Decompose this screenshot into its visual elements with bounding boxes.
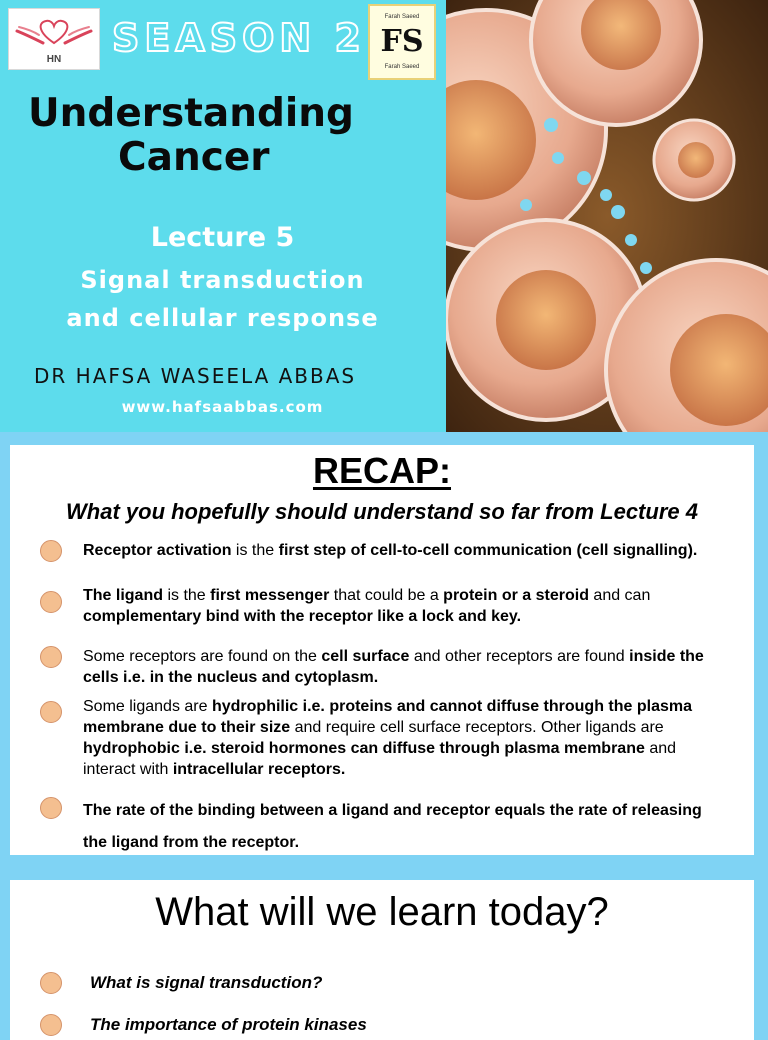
learn-item: What is signal transduction? xyxy=(90,973,323,992)
fs-logo-bottom: Farah Saeed xyxy=(384,64,420,70)
recap-item-segment: and require cell surface receptors. Other ligands are xyxy=(290,719,664,736)
website-link[interactable]: www.hafsaabbas.com xyxy=(121,398,324,416)
recap-title-text: RECAP: xyxy=(312,450,451,491)
recap-item-segment: hydrophobic i.e. steroid hormones can diffuse through plasma membrane xyxy=(83,740,645,757)
recap-item xyxy=(83,540,723,561)
recap-item-segment: is the xyxy=(231,542,279,559)
recap-item-segment: protein or a steroid xyxy=(443,587,589,604)
recap-item-segment: and other receptors are found xyxy=(409,648,630,665)
recap-item-segment: intracellular receptors. xyxy=(172,761,346,778)
learn-slide xyxy=(10,880,754,1040)
recap-item xyxy=(83,646,723,688)
lecture-number: Lecture 5 xyxy=(150,222,295,253)
recap-item-segment: Some receptors are found on the xyxy=(83,648,322,665)
bullet-icon xyxy=(40,540,62,562)
recap-item-segment: that could be a xyxy=(329,587,444,604)
recap-item-segment: and interact with xyxy=(83,740,677,778)
fs-logo-top: Farah Saeed xyxy=(384,14,420,20)
hn-logo-text: HN xyxy=(46,54,62,65)
recap-item-segment: The rate of the binding between a ligand and receptor equals the rate of releasing the ligand from the receptor. xyxy=(83,802,702,851)
bullet-icon xyxy=(40,972,62,994)
title-slide xyxy=(0,0,768,432)
learn-item: The importance of protein kinases xyxy=(90,1015,367,1034)
bullet-icon xyxy=(40,591,62,613)
recap-item-segment: inside the cells i.e. in the nucleus and cytoplasm. xyxy=(83,648,704,686)
recap-slide xyxy=(10,445,754,855)
learn-title: What will we learn today? xyxy=(155,890,609,934)
course-title-line1: Understanding xyxy=(28,91,354,136)
recap-item-segment: first messenger xyxy=(210,587,330,604)
bullet-icon xyxy=(40,1014,62,1036)
recap-subtitle: What you hopefully should understand so far from Lecture 4 xyxy=(66,499,698,524)
recap-item-segment: is the xyxy=(163,587,211,604)
season-label: SEASON 2 xyxy=(112,16,366,60)
recap-item xyxy=(83,585,723,627)
lecture-subtitle-line1: Signal transduction xyxy=(80,266,365,294)
recap-item-segment: and can xyxy=(588,587,651,604)
course-title xyxy=(28,92,428,180)
recap-title xyxy=(10,449,754,493)
author-name: DR HAFSA WASEELA ABBAS xyxy=(34,364,357,388)
fs-logo xyxy=(368,4,436,80)
hands-heart-icon xyxy=(9,9,99,53)
recap-item xyxy=(83,795,723,859)
recap-item-segment: complementary bind with the receptor like a lock and key. xyxy=(83,608,522,625)
recap-item xyxy=(83,696,723,780)
recap-item-segment: Receptor activation xyxy=(83,542,232,559)
recap-item-segment: first step of cell-to-cell communication (cell signalling). xyxy=(278,542,698,559)
recap-item-segment: Some ligands are xyxy=(83,698,212,715)
hn-logo xyxy=(8,8,100,70)
bullet-icon xyxy=(40,797,62,819)
recap-item-segment: hydrophilic i.e. proteins and cannot diffuse through the plasma membrane due to their size xyxy=(83,698,693,736)
recap-item-segment: cell surface xyxy=(321,648,410,665)
bullet-icon xyxy=(40,701,62,723)
fs-logo-monogram: FS xyxy=(380,24,424,59)
bullet-icon xyxy=(40,646,62,668)
cells-illustration xyxy=(446,0,768,432)
recap-item-segment: The ligand xyxy=(83,587,163,604)
lecture-subtitle-line2: and cellular response xyxy=(66,304,379,332)
course-title-line2: Cancer xyxy=(118,135,270,180)
